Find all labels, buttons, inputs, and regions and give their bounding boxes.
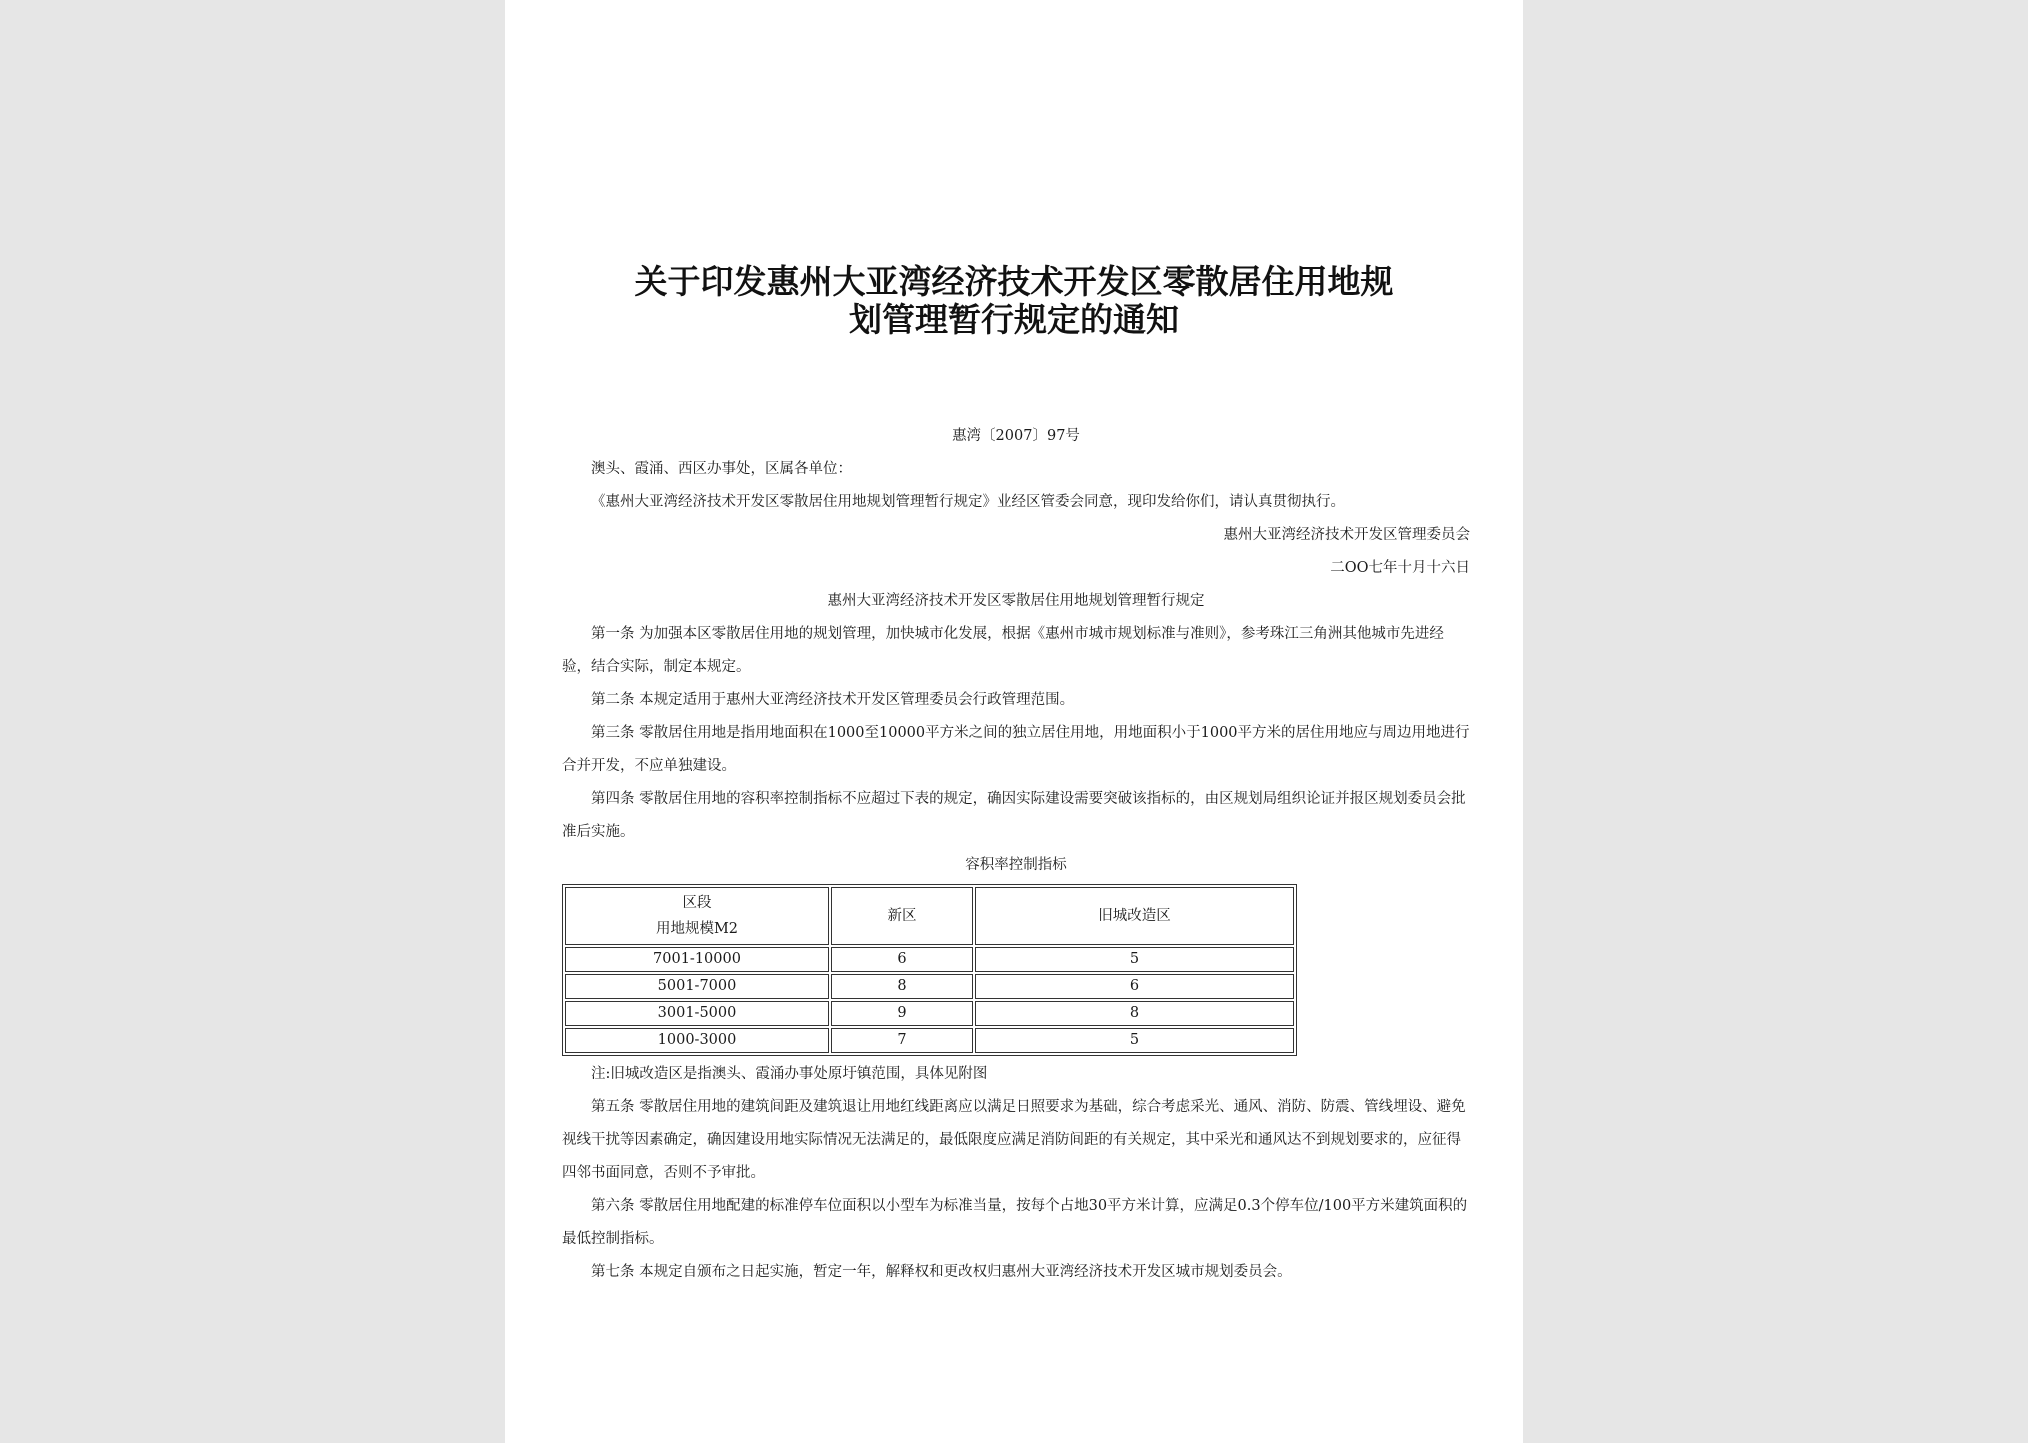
- table-cell: 5: [975, 947, 1294, 972]
- table-row: [565, 974, 1294, 999]
- article-2: 第二条 本规定适用于惠州大亚湾经济技术开发区管理委员会行政管理范围。: [591, 692, 1075, 708]
- table-header-row: [565, 887, 1294, 945]
- table-cell: 8: [831, 974, 973, 999]
- header-zone-size: 区段 用地规模M2: [565, 887, 829, 945]
- table-cell: 1000-3000: [565, 1028, 829, 1053]
- table-cell: 9: [831, 1001, 973, 1026]
- intro-paragraph: 《惠州大亚湾经济技术开发区零散居住用地规划管理暂行规定》业经区管委会同意，现印发给你们，请认真贯彻执行。: [591, 494, 1345, 510]
- title-line-2: 划管理暂行规定的通知: [849, 300, 1179, 339]
- issuer: 惠州大亚湾经济技术开发区管理委员会: [1223, 527, 1470, 543]
- article-4: 第四条 零散居住用地的容积率控制指标不应超过下表的规定，确因实际建设需要突破该指标的，由区规划局组织论证并报区规划委员会批准后实施。: [562, 791, 1466, 840]
- table-note: 注:旧城改造区是指澳头、霞涌办事处原圩镇范围，具体见附图: [591, 1066, 988, 1082]
- table-caption: 容积率控制指标: [965, 857, 1067, 873]
- article-7: 第七条 本规定自颁布之日起实施，暂定一年，解释权和更改权归惠州大亚湾经济技术开发区城市规划委员会。: [591, 1264, 1292, 1280]
- table-row: [565, 947, 1294, 972]
- article-1: 第一条 为加强本区零散居住用地的规划管理，加快城市化发展，根据《惠州市城市规划标准与准则》，参考珠江三角洲其他城市先进经验，结合实际，制定本规定。: [562, 626, 1444, 675]
- article-3: 第三条 零散居住用地是指用地面积在1000至10000平方米之间的独立居住用地，用地面积小于1000平方米的居住用地应与周边用地进行合并开发，不应单独建设。: [562, 725, 1470, 774]
- header-new-district: 新区: [831, 887, 973, 945]
- regulation-title: 惠州大亚湾经济技术开发区零散居住用地规划管理暂行规定: [827, 593, 1205, 609]
- table-row: [565, 1028, 1294, 1053]
- table-cell: 6: [975, 974, 1294, 999]
- table-cell: 5: [975, 1028, 1294, 1053]
- table-cell: 7: [831, 1028, 973, 1053]
- article-5: 第五条 零散居住用地的建筑间距及建筑退让用地红线距离应以满足日照要求为基础，综合考虑采光、通风、消防、防震、管线埋设、避免视线干扰等因素确定，确因建设用地实际情况无法满足的，最低限度应满足消防间距的有关规定，其中采光和通风达不到规划要求的，应征得四邻书面同意，否则不予审批。: [562, 1099, 1466, 1181]
- table-row: [565, 1001, 1294, 1026]
- issue-date: 二OO七年十月十六日: [1330, 560, 1470, 576]
- title-line-1: 关于印发惠州大亚湾经济技术开发区零散居住用地规: [634, 262, 1394, 301]
- header-old-town: 旧城改造区: [975, 887, 1294, 945]
- document-page: [505, 0, 1523, 1443]
- table-cell: 7001-10000: [565, 947, 829, 972]
- table-cell: 8: [975, 1001, 1294, 1026]
- document-body: [562, 420, 1470, 1289]
- table-cell: 6: [831, 947, 973, 972]
- article-6: 第六条 零散居住用地配建的标准停车位面积以小型车为标准当量，按每个占地30平方米计算，应满足0.3个停车位/100平方米建筑面积的最低控制指标。: [562, 1198, 1468, 1247]
- floor-area-ratio-table: [562, 884, 1297, 1056]
- addressee: 澳头、霞涌、西区办事处，区属各单位：: [591, 461, 852, 477]
- table-cell: 5001-7000: [565, 974, 829, 999]
- document-title: [565, 263, 1463, 339]
- table-cell: 3001-5000: [565, 1001, 829, 1026]
- document-number: 惠湾〔2007〕97号: [952, 428, 1080, 444]
